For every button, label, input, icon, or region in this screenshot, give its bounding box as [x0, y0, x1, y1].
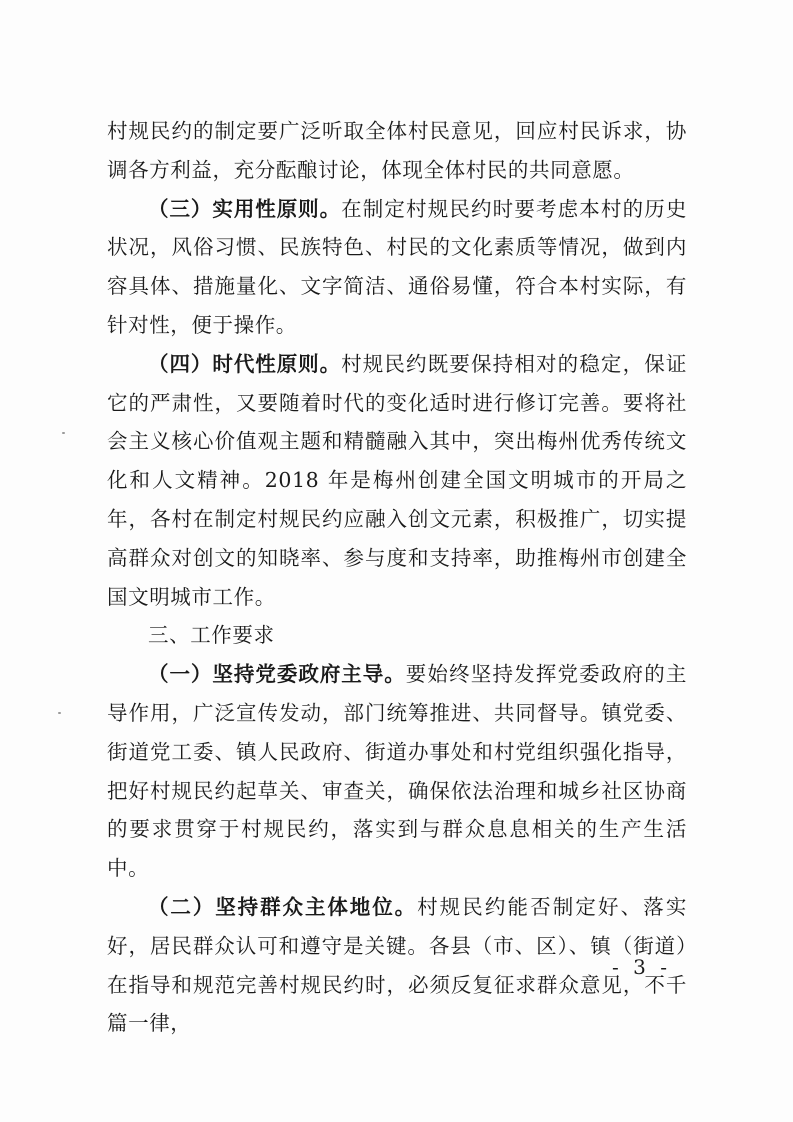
paragraph-4	[107, 655, 687, 888]
section-heading-3	[107, 616, 687, 655]
paragraph-5-lead: （二）坚持群众主体地位。	[148, 894, 418, 919]
paragraph-1	[107, 112, 687, 190]
paragraph-3	[107, 345, 687, 617]
paragraph-3-lead: （四）时代性原则。	[148, 351, 342, 376]
paragraph-2	[107, 190, 687, 345]
paragraph-5-text: 村规民约能否制定好、落实好，居民群众认可和遵守是关键。各县（市、区）、镇（街道）在指导和规范完善村规民约时，必须反复征求群众意见，不千篇一律，	[107, 894, 687, 1036]
paragraph-2-lead: （三）实用性原则。	[148, 196, 342, 221]
paragraph-3-text: 村规民约既要保持相对的稳定，保证它的严肃性，又要随着时代的变化适时进行修订完善。要将社会主义核心价值观主题和精髓融入其中，突出梅州优秀传统文化和人文精神。2018 年是梅州创建全国文明城市的开局之年，各村在制定村规民约应融入创文元素，积极推广，切实提高群众对创文的知晓率、参与度和支持率，助推梅州市创建全国文明城市工作。	[107, 351, 687, 609]
paragraph-1-text: 村规民约的制定要广泛听取全体村民意见，回应村民诉求，协调各方利益，充分酝酿讨论，体现全体村民的共同意愿。	[107, 119, 687, 182]
scan-speck	[62, 432, 65, 434]
section-heading-3-text: 三、工作要求	[148, 623, 275, 648]
paragraph-4-text: 要始终坚持发挥党委政府的主导作用，广泛宣传发动，部门统筹推进、共同督导。镇党委、街道党工委、镇人民政府、街道办事处和村党组织强化指导，把好村规民约起草关、审查关，确保依法治理和城乡社区协商的要求贯穿于村规民约，落实到与群众息息相关的生产生活中。	[107, 662, 687, 881]
paragraph-2-text: 在制定村规民约时要考虑本村的历史状况，风俗习惯、民族特色、村民的文化素质等情况，做到内容具体、措施量化、文字简洁、通俗易懂，符合本村实际，有针对性，便于操作。	[107, 196, 687, 337]
page-number: - 3 -	[612, 955, 671, 979]
document-body	[107, 112, 687, 1043]
paragraph-4-lead: （一）坚持党委政府主导。	[148, 662, 406, 687]
paragraph-5	[107, 888, 687, 1043]
scan-speck	[58, 712, 61, 714]
